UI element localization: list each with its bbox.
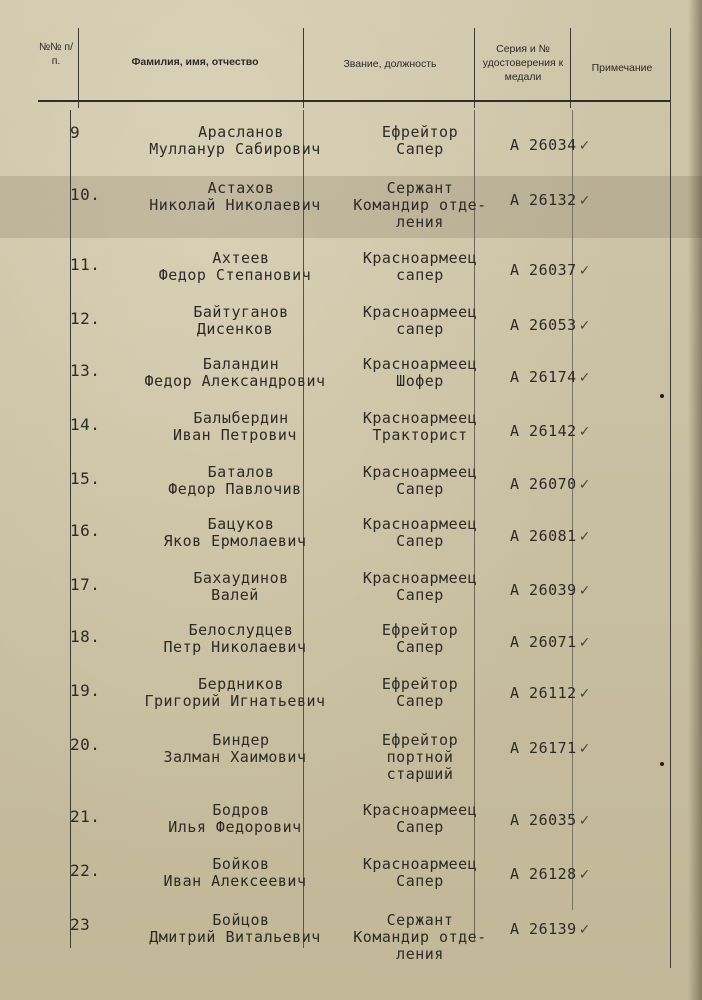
rank-position: Красноармеец Сапер <box>362 569 478 604</box>
check-mark-icon: ✓ <box>578 583 591 599</box>
full-name: Бойцов Дмитрий Витальевич <box>149 911 321 946</box>
header-divider <box>570 28 571 108</box>
medal-serial: А 26132 ✓ <box>510 191 591 209</box>
check-mark-icon: ✓ <box>578 370 591 386</box>
rank-position: Красноармеец сапер <box>362 249 478 284</box>
header-number: №№ п/п. <box>38 41 74 67</box>
medal-serial: А 26039 ✓ <box>510 581 591 599</box>
medal-serial: А 26171 ✓ <box>510 739 591 757</box>
full-name: Бойков Иван Алексеевич <box>163 855 307 890</box>
full-name: Баталов Федор Павлочив <box>168 463 302 498</box>
row-number: 10. <box>70 185 101 204</box>
rank-position: Ефрейтор портной старший <box>381 731 459 783</box>
medal-serial: А 26112 ✓ <box>510 684 591 702</box>
medal-serial: А 26070 ✓ <box>510 475 591 493</box>
check-mark-icon: ✓ <box>578 741 591 757</box>
rank-position: Красноармеец Сапер <box>362 463 478 498</box>
full-name: Арасланов Мулланур Сабирович <box>149 123 321 158</box>
rank-position: Красноармеец Сапер <box>362 855 478 890</box>
rank-position: Красноармеец сапер <box>362 303 478 338</box>
ink-dot <box>660 762 664 766</box>
header-divider <box>474 28 475 108</box>
full-name: Биндер Залман Хаимович <box>163 731 307 766</box>
full-name: Астахов Николай Николаевич <box>149 179 321 214</box>
full-name: Бердников Григорий Игнатьевич <box>144 675 326 710</box>
full-name: Ахтеев Федор Степанович <box>158 249 312 284</box>
full-name: Белослудцев Петр Николаевич <box>163 621 307 656</box>
check-mark-icon: ✓ <box>578 424 591 440</box>
medal-serial: А 26128 ✓ <box>510 865 591 883</box>
right-border-line <box>670 28 671 968</box>
serial-column-line <box>572 110 573 910</box>
medal-serial: А 26081 ✓ <box>510 527 591 545</box>
rank-position: Сержант Командир отде- ления <box>353 179 487 231</box>
header-medal-serial: Серия и № удостоверения к медали <box>482 43 564 83</box>
medal-serial: А 26037 ✓ <box>510 261 591 279</box>
full-name: Бодров Илья Федорович <box>168 801 302 836</box>
full-name: Байтуганов Дисенков <box>193 303 289 338</box>
row-number: 16. <box>70 521 101 540</box>
row-number: 9 <box>70 123 81 142</box>
medal-serial: А 26053 ✓ <box>510 316 591 334</box>
rank-position: Ефрейтор Сапер <box>381 621 459 656</box>
check-mark-icon: ✓ <box>578 263 591 279</box>
rank-position: Ефрейтор Сапер <box>381 675 459 710</box>
check-mark-icon: ✓ <box>578 138 591 154</box>
row-number: 17. <box>70 575 101 594</box>
medal-serial: А 26139 ✓ <box>510 920 591 938</box>
row-number: 11. <box>70 255 101 274</box>
header-divider <box>78 28 79 108</box>
check-mark-icon: ✓ <box>578 867 591 883</box>
medal-serial: А 26174 ✓ <box>510 368 591 386</box>
check-mark-icon: ✓ <box>578 193 591 209</box>
check-mark-icon: ✓ <box>578 318 591 334</box>
row-number: 18. <box>70 627 101 646</box>
check-mark-icon: ✓ <box>578 686 591 702</box>
medal-serial: А 26071 ✓ <box>510 633 591 651</box>
check-mark-icon: ✓ <box>578 635 591 651</box>
row-number: 20. <box>70 735 101 754</box>
header-note: Примечание <box>591 62 653 74</box>
row-number: 13. <box>70 361 101 380</box>
rank-position: Ефрейтор Сапер <box>381 123 459 158</box>
page-edge-shadow <box>688 0 702 1000</box>
row-number: 23 <box>70 915 91 934</box>
rank-position: Красноармеец Сапер <box>362 515 478 550</box>
ink-dot <box>660 394 664 398</box>
row-number: 22. <box>70 861 101 880</box>
full-name: Баландин Федор Александрович <box>144 355 326 390</box>
rank-position: Красноармеец Шофер <box>362 355 478 390</box>
full-name: Бацуков Яков Ермолаевич <box>163 515 307 550</box>
medal-serial: А 26142 ✓ <box>510 422 591 440</box>
check-mark-icon: ✓ <box>578 922 591 938</box>
rank-position: Красноармеец Сапер <box>362 801 478 836</box>
medal-serial: А 26035 ✓ <box>510 811 591 829</box>
medal-serial: А 26034 ✓ <box>510 136 591 154</box>
header-rank-position: Звание, должность <box>343 58 437 70</box>
header-divider <box>303 28 304 108</box>
row-number: 15. <box>70 469 101 488</box>
check-mark-icon: ✓ <box>578 813 591 829</box>
row-number: 19. <box>70 681 101 700</box>
row-number: 14. <box>70 415 101 434</box>
full-name: Бахаудинов Валей <box>193 569 289 604</box>
row-number: 21. <box>70 807 101 826</box>
header-underline <box>38 100 670 102</box>
rank-position: Сержант Командир отде- ления <box>353 911 487 963</box>
check-mark-icon: ✓ <box>578 477 591 493</box>
check-mark-icon: ✓ <box>578 529 591 545</box>
full-name: Балыбердин Иван Петрович <box>173 409 297 444</box>
row-number: 12. <box>70 309 101 328</box>
rank-position: Красноармеец Тракторист <box>362 409 478 444</box>
header-full-name: Фамилия, имя, отчество <box>131 56 259 68</box>
